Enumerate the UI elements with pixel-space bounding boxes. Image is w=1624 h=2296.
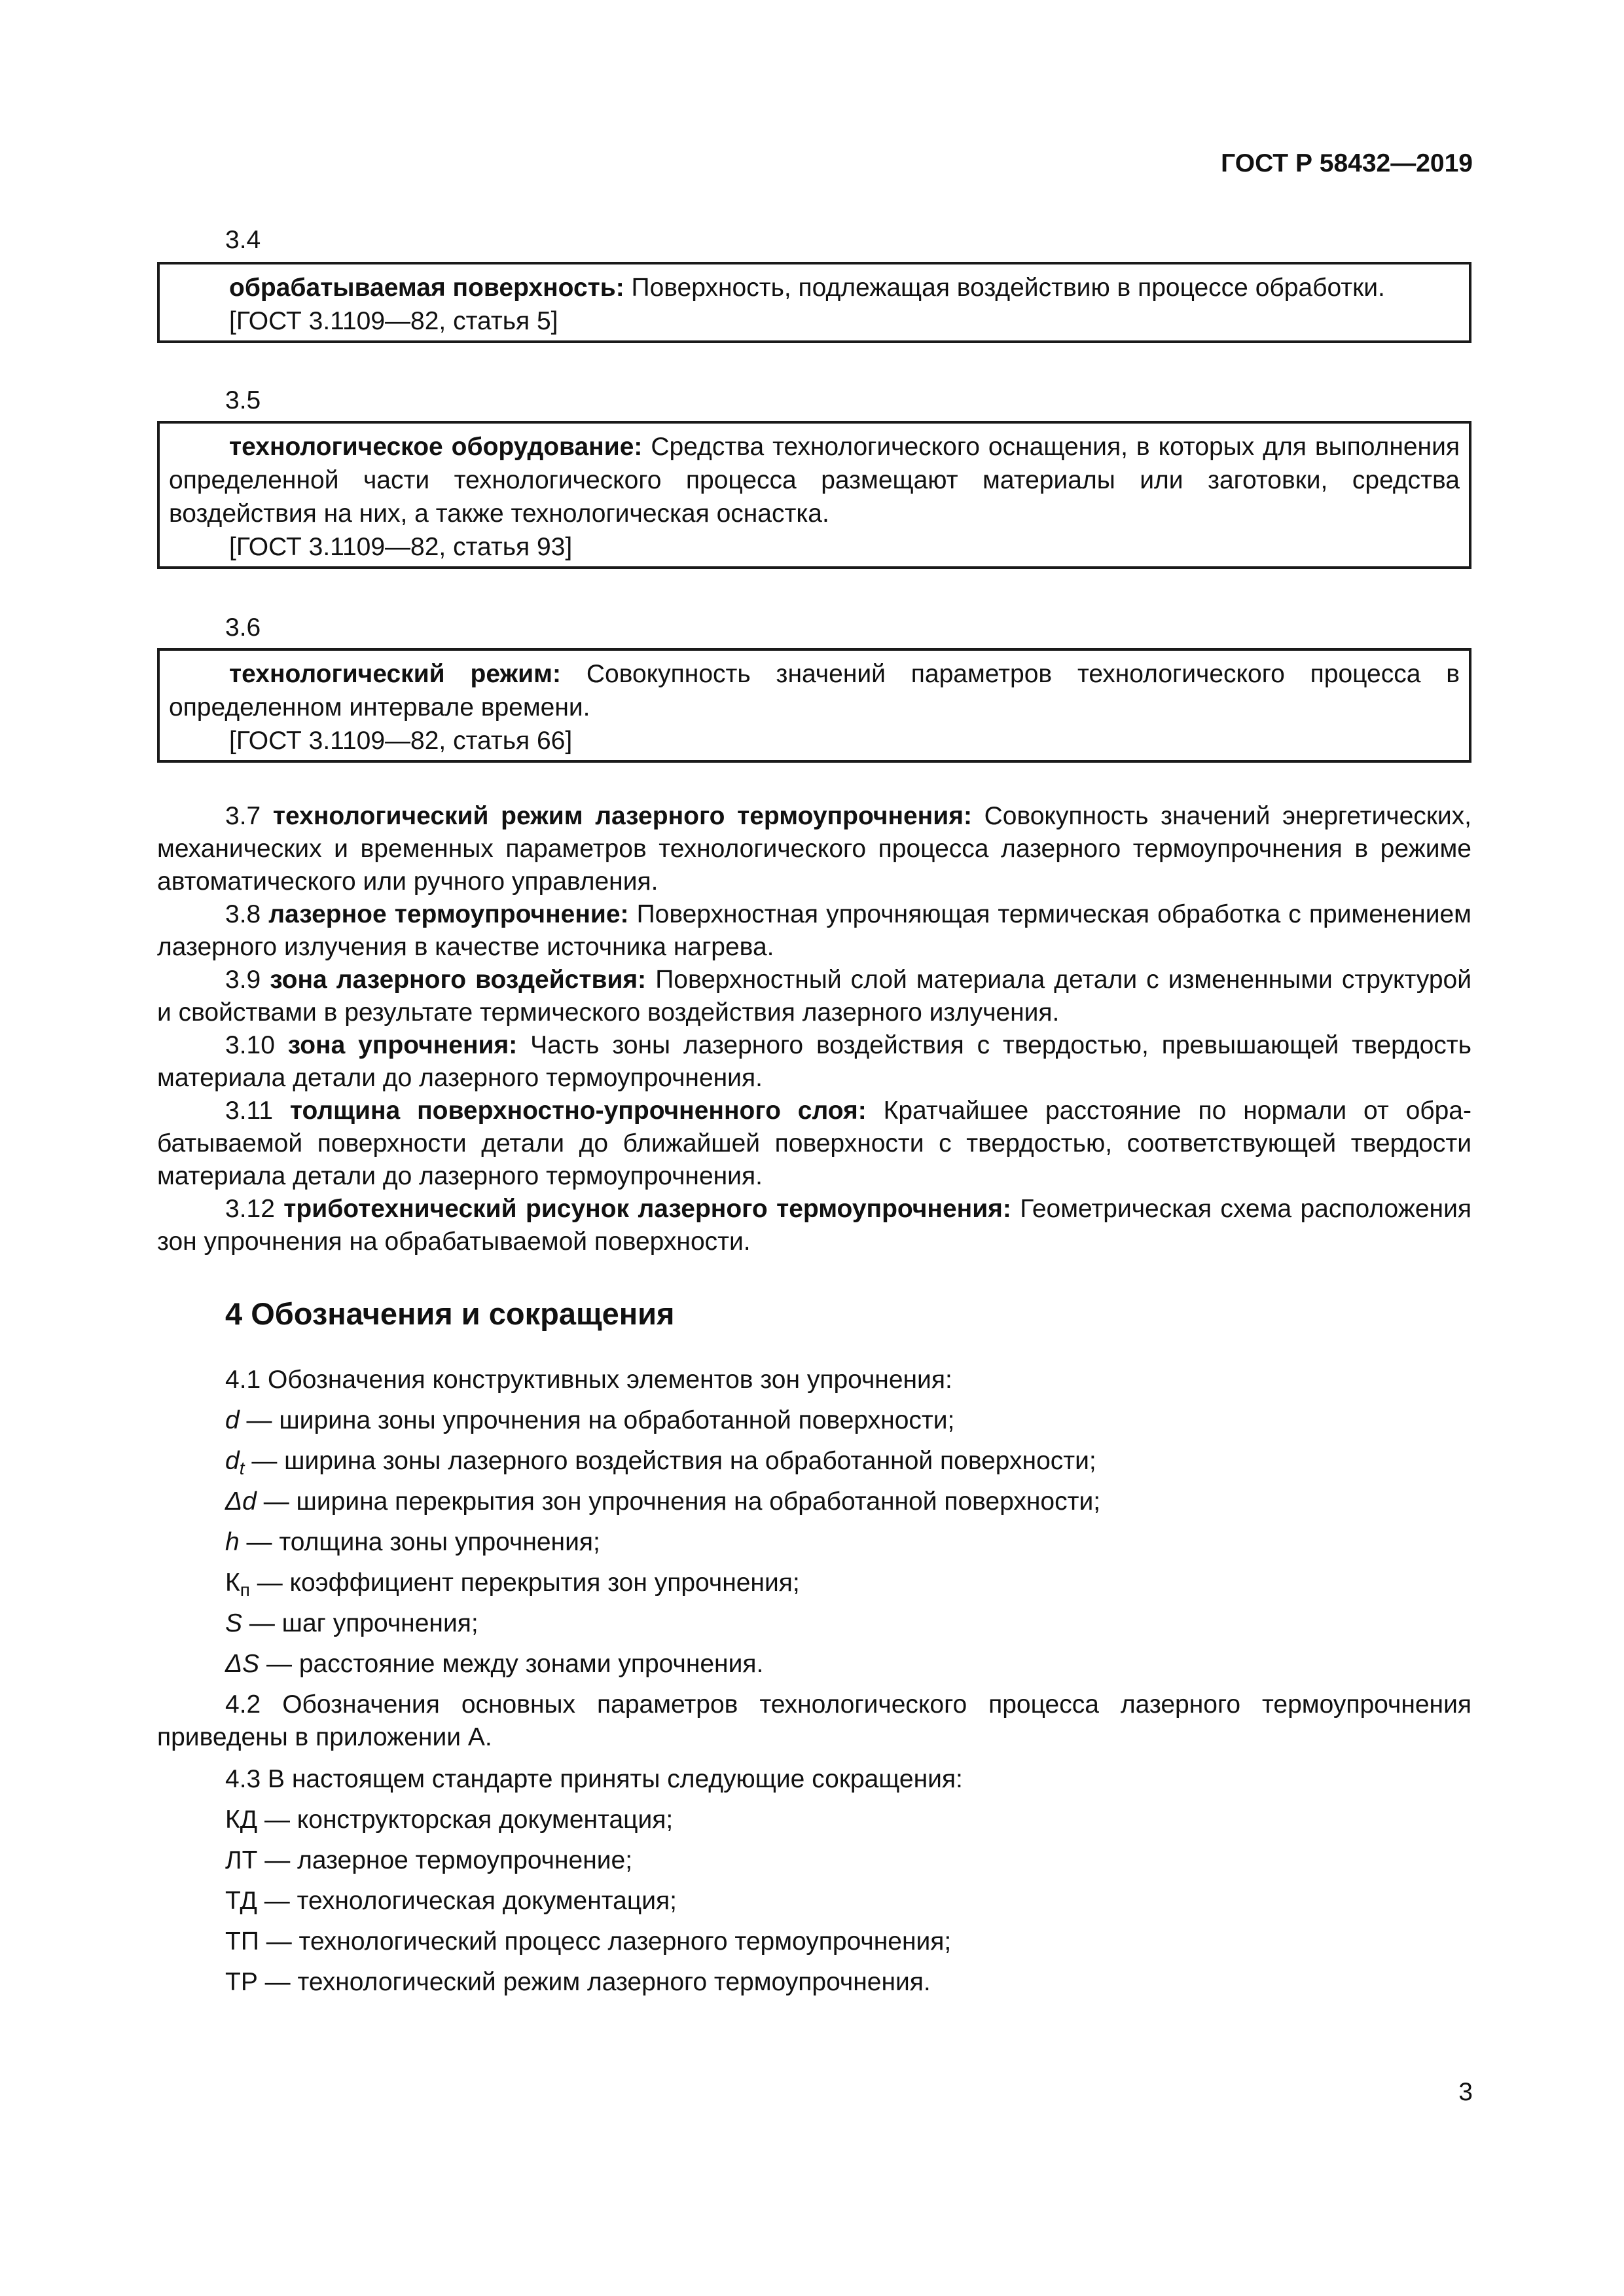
definition-text [169, 271, 1460, 304]
section-4-body [157, 1360, 1471, 2003]
symbol-item: ΔS — расстояние между зонами упрочнения. [225, 1650, 764, 1678]
definition-box-3-6 [157, 648, 1471, 763]
source-reference: [ГОСТ 3.1109—82, статья 93] [229, 533, 573, 561]
abbreviation-item: ТД — технологическая документация; [225, 1887, 677, 1915]
term: зона лазерного воздействия: [270, 966, 647, 994]
symbol-item: h — толщина зоны упрочнения; [225, 1528, 600, 1556]
term: триботехнический рисунок лазерного термоупрочнения: [283, 1195, 1011, 1223]
symbol-item: $К_п$ — коэффициент перекрытия зон упрочнения; [225, 1569, 800, 1600]
symbol-item: $d_t$ — ширина зоны лазерного воздействия на обработанной поверхности; [225, 1447, 1096, 1478]
clause-number-3-6: 3.6 [225, 613, 261, 642]
abbreviation-item: ТР — технологический режим лазерного термоупрочнения. [225, 1968, 931, 1996]
paragraph-4-3: 4.3 В настоящем стандарте приняты следующие сокращения: [225, 1765, 963, 1793]
abbreviation-item: ТП — технологический процесс лазерного термоупрочнения; [225, 1927, 952, 1956]
definition-box-3-4 [157, 262, 1471, 343]
source-reference: [ГОСТ 3.1109—82, статья 5] [229, 307, 558, 335]
definition: Поверхность, подлежащая воздействию в процессе обработки. [624, 274, 1385, 302]
paragraph-4-1: 4.1 Обозначения конструктивных элементов зон упрочнения: [225, 1366, 952, 1394]
term: технологическое оборудование: [229, 433, 643, 461]
definitions-list [157, 800, 1471, 1258]
term: технологический режим: [229, 660, 561, 688]
symbol-item: Δd — ширина перекрытия зон упрочнения на обработанной поверхности; [225, 1487, 1101, 1516]
symbol-item: d — ширина зоны упрочнения на обработанной поверхности; [225, 1406, 955, 1434]
document-header-standard: ГОСТ Р 58432—2019 [1221, 149, 1473, 177]
definition-3-10: 3.10 зона упрочнения: Часть зоны лазерного воздействия с твердостью, превышающей твердость материала детали до лазерного термоупрочнения. [157, 1031, 1471, 1092]
source-reference: [ГОСТ 3.1109—82, статья 66] [229, 727, 573, 755]
definition: Средства технологического оснащения, в которых для выполнения определенной части технологического процесса размещают материалы или заготовки, средства воздействия на них, а также технологическая оснастка. [169, 433, 1460, 528]
definition: Совокупность значений параметров технологического процесса в определенном интервале времени. [169, 660, 1460, 721]
definition-text [169, 657, 1460, 724]
term: обрабатываемая поверхность: [229, 274, 624, 302]
definition-3-8: 3.8 лазерное термоупрочнение: Поверхностная упрочняющая термическая обработка с применением лазерного излучения в качестве источника нагрева. [157, 900, 1471, 961]
term: технологический режим лазерного термоупрочнения: [272, 802, 972, 830]
section-heading: 4 Обозначения и сокращения [225, 1296, 675, 1331]
clause-number-3-5: 3.5 [225, 386, 261, 414]
term: толщина поверхностно-упрочненного слоя: [289, 1097, 867, 1125]
term: зона упрочнения: [287, 1031, 518, 1059]
abbreviation-item: ЛТ — лазерное термоупрочнение; [225, 1846, 633, 1874]
definition-3-9: 3.9 зона лазерного воздействия: Поверхностный слой материала детали с измененными структурой и свойствами в результате термического воздействия лазерного излучения. [157, 966, 1471, 1027]
definition-text [169, 430, 1460, 530]
definition-box-3-5 [157, 421, 1471, 569]
definition-3-7: 3.7 технологический режим лазерного термоупрочнения: Совокупность значений энергетических, механических и временных параметров технологического процесса лазерного термоупрочнения в режиме автоматического или ручного управления. [157, 802, 1472, 896]
paragraph-4-2: 4.2 Обозначения основных параметров технологического процесса лазерного термоупрочнения приведены в приложении А. [157, 1690, 1471, 1751]
definition-3-12: 3.12 триботехнический рисунок лазерного термоупрочнения: Геометрическая схема расположения зон упрочнения на обрабатываемой поверхности. [157, 1195, 1471, 1256]
definition-3-11: 3.11 толщина поверхностно-упрочненного слоя: Кратчайшее расстояние по нормали от обрабатываемой поверхности детали до ближайшей поверхности с твердостью, соответствующей твердости материала детали до лазерного термоупрочнения. [157, 1097, 1471, 1190]
page-number: 3 [1458, 2078, 1473, 2106]
clause-number-3-4: 3.4 [225, 226, 261, 254]
term: лазерное термоупрочнение: [268, 900, 629, 928]
abbreviation-item: КД — конструкторская документация; [225, 1806, 674, 1834]
symbol-item: S — шаг упрочнения; [225, 1609, 478, 1637]
